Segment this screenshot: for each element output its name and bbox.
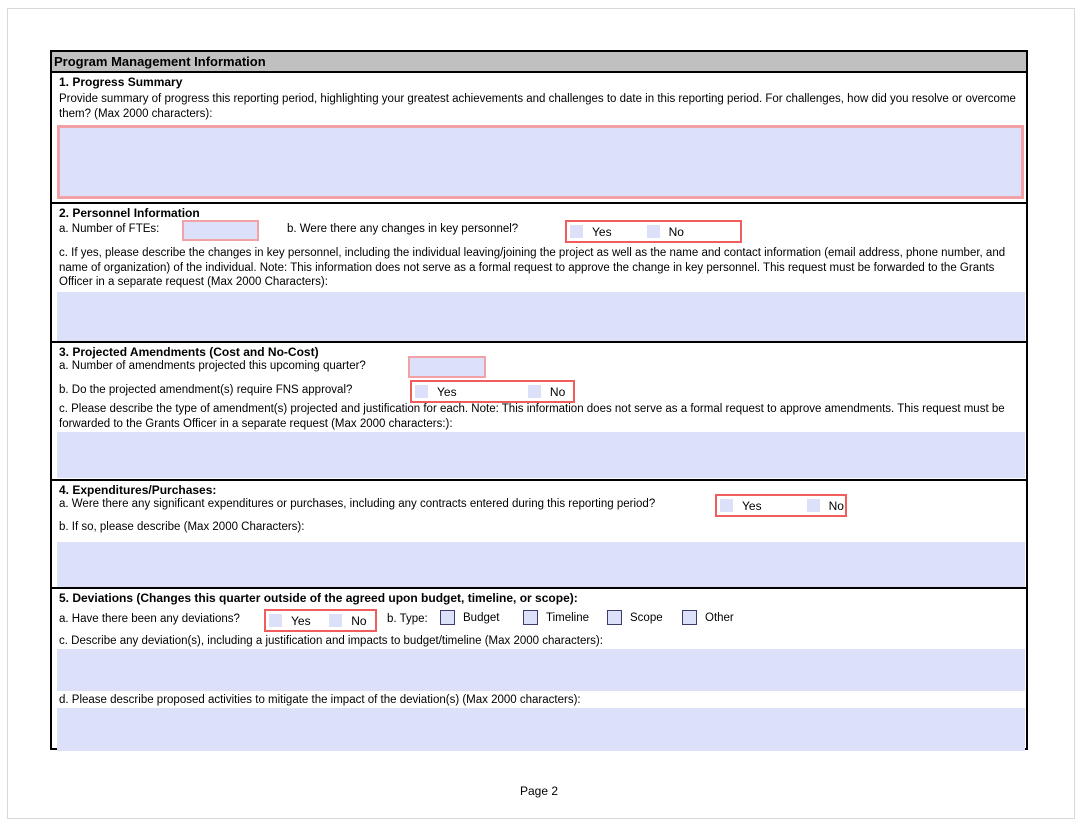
yes-label: Yes [592, 224, 612, 239]
section-expenditures-purchases [52, 479, 1026, 587]
program-management-form [50, 50, 1028, 750]
no-label: No [828, 498, 844, 513]
yes-label: Yes [742, 498, 762, 513]
section1-title: 1. Progress Summary [59, 75, 183, 89]
type-option-scope [607, 610, 663, 625]
no-option [647, 225, 684, 239]
no-option [329, 614, 366, 628]
section-deviations [52, 587, 1026, 752]
timeline-label: Timeline [546, 611, 590, 624]
form-title: Program Management Information [54, 54, 266, 69]
deviations-question-label: a. Have there been any deviations? [59, 613, 240, 625]
no-label: No [549, 384, 566, 399]
type-option-other [682, 610, 734, 625]
scope-label: Scope [630, 611, 663, 624]
no-option [807, 499, 844, 513]
ftes-label: a. Number of FTEs: [59, 223, 160, 235]
fns-approval-yes-no-group [410, 380, 575, 403]
key-personnel-yes-no-group [565, 220, 742, 243]
yes-label: Yes [437, 384, 457, 399]
section1-description: Provide summary of progress this reporting period, highlighting your greatest achievements and challenges to date in this reporting period. For challenges, how did you resolve or overcome them? (Max 2000 characters): [59, 93, 1016, 120]
yes-checkbox[interactable] [570, 225, 583, 238]
mitigation-label: d. Please describe proposed activities to mitigate the impact of the deviation(s) (Max 2000 characters): [59, 694, 581, 706]
expenditures-describe-label: b. If so, please describe (Max 2000 Characters): [59, 521, 305, 533]
amendments-textarea[interactable] [57, 432, 1025, 478]
timeline-checkbox[interactable] [523, 610, 538, 625]
scope-checkbox[interactable] [607, 610, 622, 625]
form-section-header [52, 52, 1026, 73]
other-label: Other [705, 611, 734, 624]
yes-label: Yes [291, 613, 311, 628]
no-label: No [351, 613, 367, 628]
type-option-budget [440, 610, 499, 625]
section-progress-summary [52, 73, 1026, 202]
page-number: Page 2 [519, 784, 559, 798]
no-option [528, 385, 565, 399]
other-checkbox[interactable] [682, 610, 697, 625]
mitigation-textarea[interactable] [57, 708, 1025, 751]
deviation-describe-textarea[interactable] [57, 649, 1025, 691]
section5-title: 5. Deviations (Changes this quarter outside of the agreed upon budget, timeline, or scope): [59, 591, 578, 605]
amendments-count-label: a. Number of amendments projected this upcoming quarter? [59, 360, 366, 372]
deviations-yes-no-group [264, 609, 377, 632]
type-option-timeline [523, 610, 589, 625]
yes-option [720, 499, 762, 513]
section-projected-amendments [52, 341, 1026, 479]
expenditures-yes-no-group [715, 494, 847, 517]
progress-summary-textarea[interactable] [57, 125, 1024, 199]
section2-title: 2. Personnel Information [59, 206, 200, 220]
section3-title: 3. Projected Amendments (Cost and No-Cost) [59, 345, 319, 359]
budget-label: Budget [463, 611, 500, 624]
deviation-describe-label: c. Describe any deviation(s), including a justification and impacts to budget/timeline (Max 2000 characters): [59, 635, 603, 647]
no-checkbox[interactable] [807, 499, 820, 512]
no-checkbox[interactable] [528, 385, 541, 398]
key-personnel-question-label: b. Were there any changes in key personnel? [287, 223, 519, 235]
yes-option [269, 614, 311, 628]
key-personnel-description: c. If yes, please describe the changes in key personnel, including the individual leaving/joining the project as well as the name and contact information (email address, phone number, and name of organization) of the individual. Note: This information does not serve as a formal request to approve the change in key personnel. This request must be forwarded to the Grants Officer in a separate request (Max 2000 Characters): [59, 247, 1006, 289]
amendments-description: c. Please describe the type of amendment(s) projected and justification for each. Note: This information does not serve as a formal request to approve amendments. This request must be forwarded to the Grants Officer in a separate request (Max 2000 characters:): [59, 403, 1005, 430]
yes-checkbox[interactable] [720, 499, 733, 512]
expenditures-textarea[interactable] [57, 542, 1025, 587]
section4-title: 4. Expenditures/Purchases: [59, 483, 217, 497]
fns-approval-question-label: b. Do the projected amendment(s) require FNS approval? [59, 384, 353, 396]
no-label: No [668, 224, 684, 239]
no-checkbox[interactable] [647, 225, 660, 238]
expenditures-question-label: a. Were there any significant expenditures or purchases, including any contracts entered during this reporting period? [59, 498, 656, 510]
amendments-count-input[interactable] [408, 356, 486, 378]
no-checkbox[interactable] [329, 614, 342, 627]
section-personnel-information [52, 202, 1026, 341]
budget-checkbox[interactable] [440, 610, 455, 625]
yes-option [415, 385, 457, 399]
yes-checkbox[interactable] [269, 614, 282, 627]
deviation-type-label: b. Type: [387, 613, 428, 625]
key-personnel-changes-textarea[interactable] [57, 292, 1025, 341]
yes-checkbox[interactable] [415, 385, 428, 398]
yes-option [570, 225, 612, 239]
ftes-input[interactable] [182, 220, 259, 241]
